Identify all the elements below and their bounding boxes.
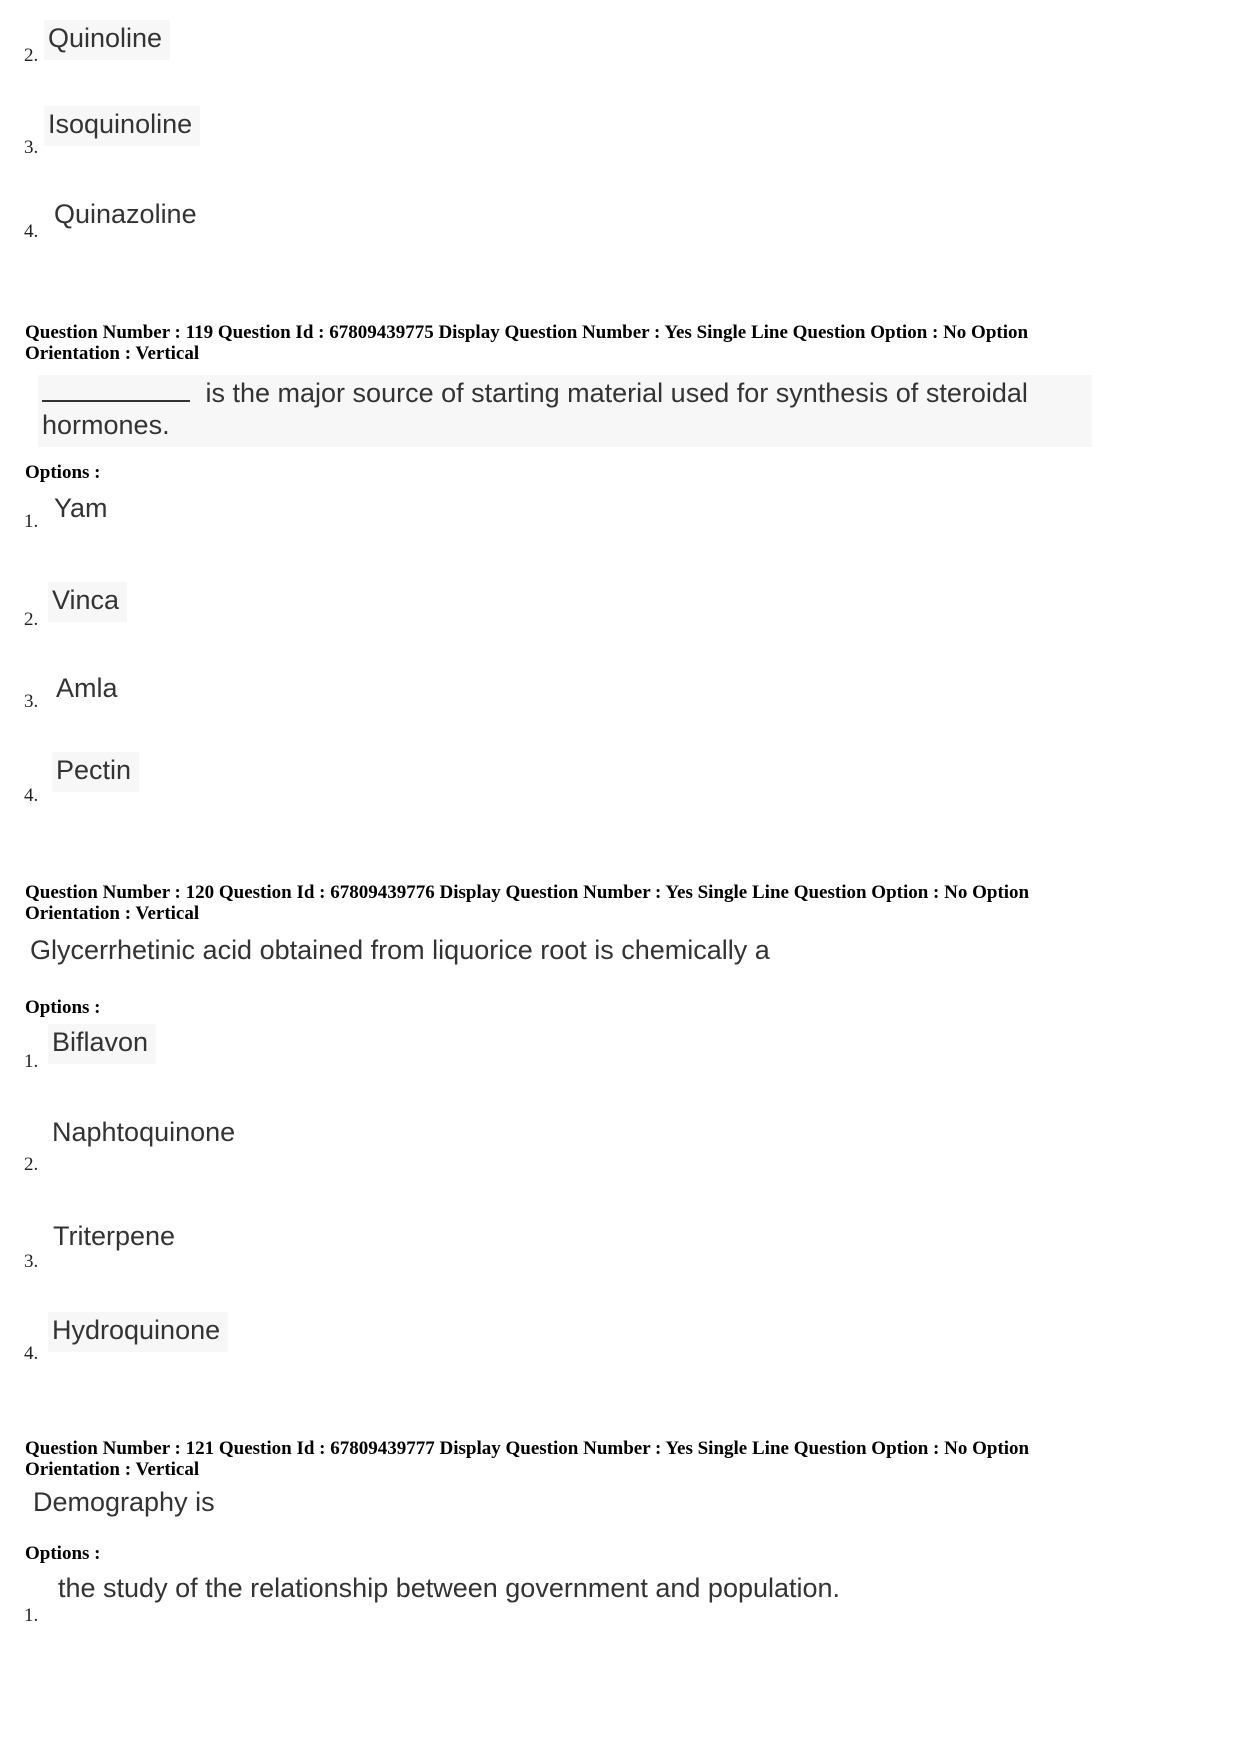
option-number: 2. bbox=[24, 45, 39, 66]
question-text-line: is the major source of starting material used for synthesis of steroidal bbox=[198, 378, 1028, 408]
option-text: Biflavon bbox=[48, 1024, 156, 1064]
question-meta-line: Orientation : Vertical bbox=[25, 343, 200, 364]
option-number: 1. bbox=[24, 1051, 39, 1072]
question-meta-line: Question Number : 121 Question Id : 67809439777 Display Question Number : Yes Single Line Question Option : No Option bbox=[25, 1438, 1030, 1459]
options-label: Options : bbox=[25, 1543, 101, 1564]
question-text: Demography is bbox=[33, 1487, 215, 1517]
option-text: Triterpene bbox=[53, 1221, 176, 1251]
question-meta-line: Orientation : Vertical bbox=[25, 1459, 200, 1480]
option-text: Pectin bbox=[52, 752, 139, 792]
question-text-line: hormones. bbox=[42, 410, 170, 440]
option-number: 1. bbox=[24, 511, 39, 532]
question-meta-line: Question Number : 120 Question Id : 67809439776 Display Question Number : Yes Single Line Question Option : No Option bbox=[25, 882, 1030, 903]
option-number: 4. bbox=[24, 221, 39, 242]
option-text: Naphtoquinone bbox=[52, 1117, 236, 1147]
question-meta-line: Orientation : Vertical bbox=[25, 903, 200, 924]
option-number: 3. bbox=[24, 137, 39, 158]
answer-blank bbox=[42, 398, 190, 402]
option-number: 2. bbox=[24, 1154, 39, 1175]
question-text bbox=[38, 375, 1092, 447]
question-text: Glycerrhetinic acid obtained from liquorice root is chemically a bbox=[30, 935, 770, 965]
option-text: Quinoline bbox=[44, 20, 170, 60]
option-text: the study of the relationship between government and population. bbox=[58, 1573, 841, 1603]
option-text: Vinca bbox=[48, 582, 127, 622]
option-number: 3. bbox=[24, 691, 39, 712]
option-number: 4. bbox=[24, 1343, 39, 1364]
question-meta-line: Question Number : 119 Question Id : 67809439775 Display Question Number : Yes Single Line Question Option : No Option bbox=[25, 322, 1029, 343]
options-label: Options : bbox=[25, 997, 101, 1018]
option-text: Hydroquinone bbox=[48, 1312, 228, 1352]
option-number: 2. bbox=[24, 609, 39, 630]
question-meta bbox=[25, 1438, 1205, 1480]
option-number: 3. bbox=[24, 1251, 39, 1272]
options-label: Options : bbox=[25, 462, 101, 483]
question-meta bbox=[25, 882, 1205, 924]
question-meta bbox=[25, 322, 1205, 364]
option-text: Isoquinoline bbox=[44, 106, 200, 146]
option-number: 4. bbox=[24, 785, 39, 806]
option-number: 1. bbox=[24, 1605, 39, 1626]
option-text: Yam bbox=[54, 493, 108, 523]
option-text: Amla bbox=[56, 673, 118, 703]
option-text: Quinazoline bbox=[54, 199, 197, 229]
